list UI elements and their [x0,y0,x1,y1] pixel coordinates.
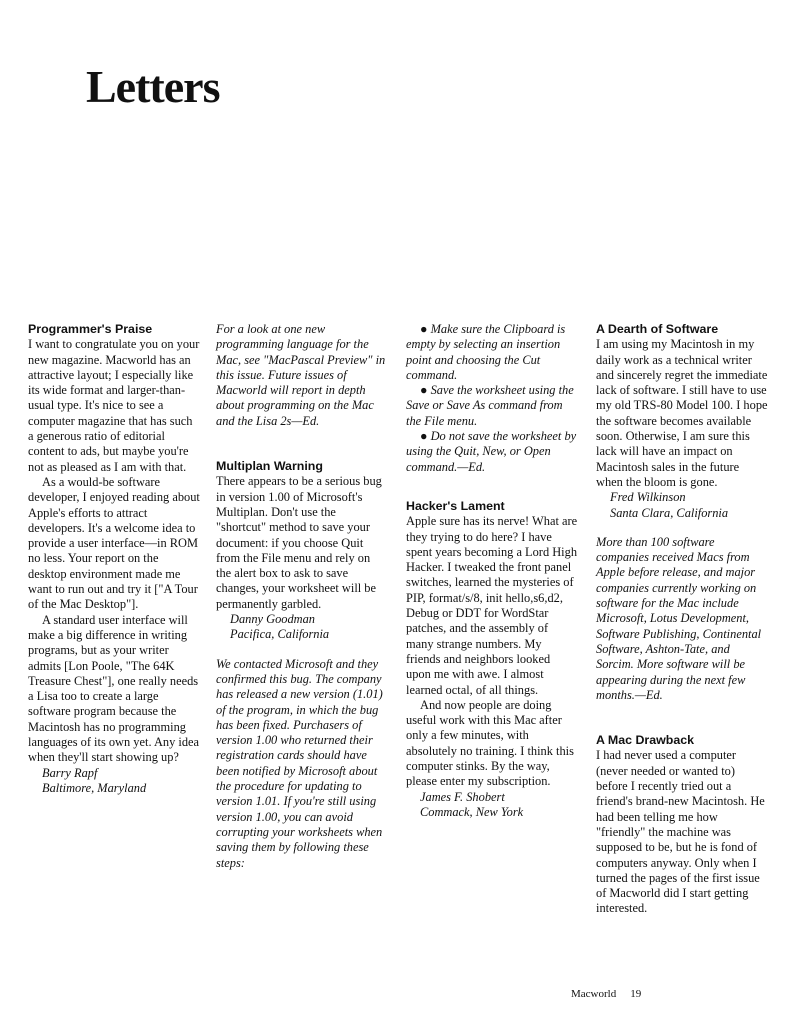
letter-heading-mac-drawback: A Mac Drawback [596,733,695,748]
letter-paragraph: I am using my Macintosh in my daily work as a technical writer and sincerely regret the immediate lack of software. I still have to use my old TRS-80 Model 100. I hope the software becomes available soon. Otherwise, I am sure this lack will have an impact on Macintosh sales in the future when the bloom is gone. [596,337,768,489]
page-footer [571,988,641,1000]
page-title: Letters [86,61,220,112]
letter-paragraph: Apple sure has its nerve! What are they trying to do here? I have spent years becoming a Lord High Hacker. I tweaked the front panel switches, learned the mysteries of PIP, format/s/8, init hello,s6,d2, Debug or DDT for WordStar patches, and the assembly of many strange numbers. My friends and neighbors looked upon me with awe. I almost learned octal, of all things. [406,514,578,697]
column-2 [216,322,388,871]
letter-signature-name: Danny Goodman [230,612,316,627]
letter-signature-location: Pacifica, California [230,627,330,642]
letter-signature-name: James F. Shobert [420,789,505,804]
column-3 [406,322,578,820]
letter-heading-dearth-of-software: A Dearth of Software [596,322,719,336]
letter-paragraph: As a would-be software developer, I enjoyed reading about Apple's efforts to attract developers. It's a welcome idea to provide a user interface—in ROM no less. Your report on the desktop environment made me want to run out and try it ["A Tour of the Mac Desktop"]. [28,474,200,612]
letter-signature-name: Barry Rapf [42,765,98,780]
letter-paragraph: A standard user interface will make a big difference in writing programs, but as your writer admits [Lon Poole, "The 64K Treasure Chest"], one really needs a Lisa too to create a large software program because the Macintosh has no programming languages of its own yet. Any idea when they'll start showing up? [28,612,200,765]
letter-paragraph: I want to congratulate you on your new magazine. Macworld has an attractive layout; I especially like its wide format and larger-than-usual type. It's nice to see a computer magazine that has such a generous ratio of editorial content to ads, but maybe you're not as pleased as I am with that. [28,337,200,474]
letter-signature-location: Baltimore, Maryland [42,780,147,795]
letter-paragraph: I had never used a computer (never needed or wanted to) before I recently tried out a friend's brand-new Macintosh. He had been telling me how "friendly" the machine was supposed to be, but he is fond of computers anyway. Only when I turned the pages of the first issue of Macworld did I start getting interested. [596,748,765,916]
letter-heading-hackers-lament: Hacker's Lament [406,498,505,513]
editor-note: We contacted Microsoft and they confirmed this bug. The company has released a new version (1.01) of the program, in which the bug has been fixed. Purchasers of version 1.00 who returned their registration cards should have been notified by Microsoft about the procedure for updating to version 1.01. If you're still using version 1.00, you can avoid corrupting your worksheets when saving them by following these steps: [216,656,383,870]
editor-note: More than 100 software companies received Macs from Apple before release, and major companies currently working on software for the Mac include Microsoft, Lotus Development, Software Publishing, Continental Software, Ashton-Tate, and Sorcim. More software will be appearing during the next few months.—Ed. [596,534,762,702]
step-bullet: ● Do not save the worksheet by using the Quit, New, or Open command.—Ed. [406,429,577,474]
page-number: 19 [630,988,642,1000]
step-bullet: ● Save the worksheet using the Save or Save As command from the File menu. [406,383,574,428]
editor-note: For a look at one new programming language for the Mac, see "MacPascal Preview" in this issue. Future issues of Macworld will report in depth about programming on the Mac and the Lisa 2s—Ed. [216,322,386,428]
letter-paragraph: There appears to be a serious bug in version 1.00 of Microsoft's Multiplan. Don't use the "shortcut" method to save your document: if you choose Quit from the File menu and rely on the alert box to ask to save changes, your worksheet will be permanently garbled. [216,474,382,611]
column-4 [596,322,768,917]
step-bullet: ● Make sure the Clipboard is empty by selecting an insertion point and choosing the Cut command. [406,322,566,382]
letter-heading-multiplan-warning: Multiplan Warning [216,459,323,474]
letter-signature-location: Commack, New York [420,804,524,819]
letter-signature-name: Fred Wilkinson [610,490,686,505]
letter-heading-programmers-praise: Programmer's Praise [28,322,153,336]
column-1 [28,322,200,796]
letter-paragraph: And now people are doing useful work with this Mac after only a few minutes, with absolutely no training. I think this computer stinks. By the way, please enter my subscription. [406,697,574,789]
footer-magazine-name: Macworld [571,988,617,1000]
letter-signature-location: Santa Clara, California [610,505,729,520]
